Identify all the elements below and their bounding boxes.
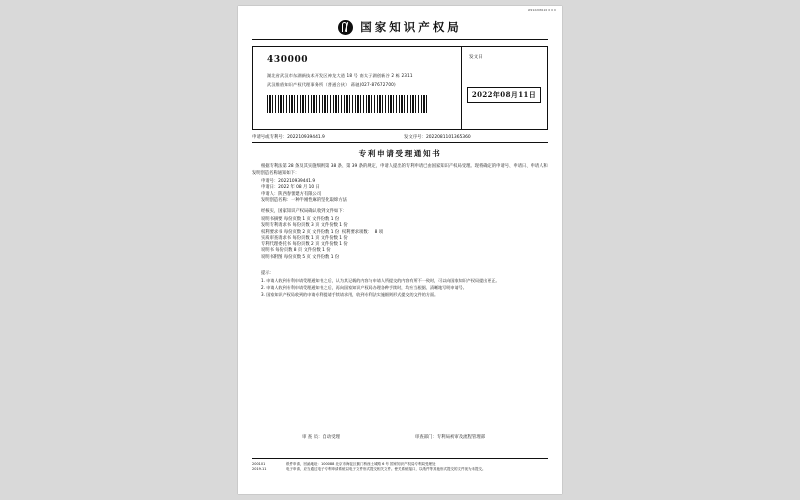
footer-code-1: 200101 xyxy=(252,462,266,466)
footer-line-1: 纸件申请，回函地址：100088 北京市海淀区蓟门桥西土城路 6 号 国家知识产权局专利局受理处 xyxy=(286,462,436,466)
address-line-2: 武汉维盾知识产权代理事务所（普通合伙） 蒋驰(027-87672700) xyxy=(267,82,396,87)
serial-number-label: 发文序号： xyxy=(404,135,426,140)
application-number-value: 202210939441.9 xyxy=(287,135,325,140)
serial-number xyxy=(404,134,548,140)
documents-received-head: 经核实，国家知识产权局确认收到文件如下： xyxy=(261,209,347,215)
cnipa-emblem-icon xyxy=(338,20,353,35)
send-date-box xyxy=(467,87,541,103)
notice-head: 提示： xyxy=(261,271,274,277)
organization-title: 国家知识产权局 xyxy=(360,20,462,34)
zipcode: 430000 xyxy=(267,55,309,65)
notice-item: 2. 申请人收到专利申请受理通知书之后，再向国家知识产权局办理各种手续时，均应当根据、清晰地写明申请号。 xyxy=(261,285,467,291)
footer-line-2: 电子申请，应当通过电子专利申请系统以电子文件形式提交相关文件。使关系统接口，以纸件等其他形式提交的文件视为未提交。 xyxy=(286,467,486,471)
field-application-no: 申请号：202210939441.9 xyxy=(261,179,316,185)
document-page xyxy=(238,6,562,494)
examiner-label: 审 查 员： xyxy=(302,435,323,440)
field-invention-title: 发明创造名称：一种半刚性麻的坚化取缔方法 xyxy=(261,198,347,204)
intro-paragraph: 根据专利法第 28 条及其实施细则第 38 条、第 39 条的规定，申请人提出的专利申请已由国家知识产权局受理。现将确定的申请号、申请日、申请人和发明创造名称通知如下： xyxy=(252,164,548,176)
examiner-value: 自动受理 xyxy=(322,435,340,440)
examiner-field xyxy=(252,434,393,440)
field-applicant: 申请人：陕西春蕾建方有限公司 xyxy=(261,191,322,197)
document-title: 专利申请受理通知书 xyxy=(358,149,442,158)
notice-item: 3. 国家知识产权局收到的申请专利提请手续请求用，收到专利法实施细则形式提交的文件的方面。 xyxy=(261,292,439,298)
doc-item: 权利要求书 每份页数 2 页 文件份数 1 份 权利要求项数： 8 项 xyxy=(261,229,384,235)
department-field xyxy=(393,434,548,440)
address-box xyxy=(252,46,548,130)
doc-item: 说明书附图 每份页数 5 页 文件份数 1 份 xyxy=(261,254,340,260)
doc-item: 说明书摘要 每份页数 1 页 文件份数 1 份 xyxy=(261,216,340,222)
address-line-1: 湖北省武汉市东湖新技术开发区神龙大道 18 号 南太子湖创新谷 2 栋 2311 xyxy=(267,73,413,78)
number-row xyxy=(252,134,548,140)
doc-item: 专利代理委托书 每份页数 2 页 文件份数 1 份 xyxy=(261,242,348,248)
footer-text xyxy=(286,462,548,472)
notice-item: 1. 申请人收到专利申请受理通知书之后，认为其记载的内容与申请人所提交的内容有所不一致时，可以向国家知识产权局提出更正。 xyxy=(261,278,500,284)
footer-codes xyxy=(252,462,286,472)
number-divider xyxy=(252,142,548,143)
corner-code: W212208110 0 0 0 xyxy=(527,9,556,12)
department-value: 专利局初审及流程管理部 xyxy=(436,435,486,440)
mailing-barcode xyxy=(267,95,427,113)
signature-row xyxy=(252,434,548,440)
doc-item: 发明专利请求书 每份页数 3 页 文件份数 1 份 xyxy=(261,223,348,229)
document-body xyxy=(252,164,548,300)
department-label: 审查部门： xyxy=(414,435,437,440)
send-date-label: 发文日 xyxy=(469,55,483,60)
field-application-date: 申请日：2022 年 08 月 10 日 xyxy=(261,185,320,191)
doc-item: 说明书 每份页数 8 页 文件份数 1 份 xyxy=(261,248,331,254)
application-number xyxy=(252,134,404,140)
doc-item: 实质审查请求书 每份页数 1 页 文件份数 1 份 xyxy=(261,235,348,241)
serial-number-value: 2022081101365360 xyxy=(425,135,471,140)
send-date-value: 2022年08月11日 xyxy=(471,90,537,99)
application-number-label: 申请号或专利号： xyxy=(252,135,288,140)
header-divider xyxy=(252,39,548,40)
document-header xyxy=(238,19,562,35)
address-box-divider xyxy=(461,47,462,129)
footer-divider xyxy=(252,458,548,459)
footer-block xyxy=(252,462,548,472)
footer-code-2: 2019.11 xyxy=(252,467,267,471)
